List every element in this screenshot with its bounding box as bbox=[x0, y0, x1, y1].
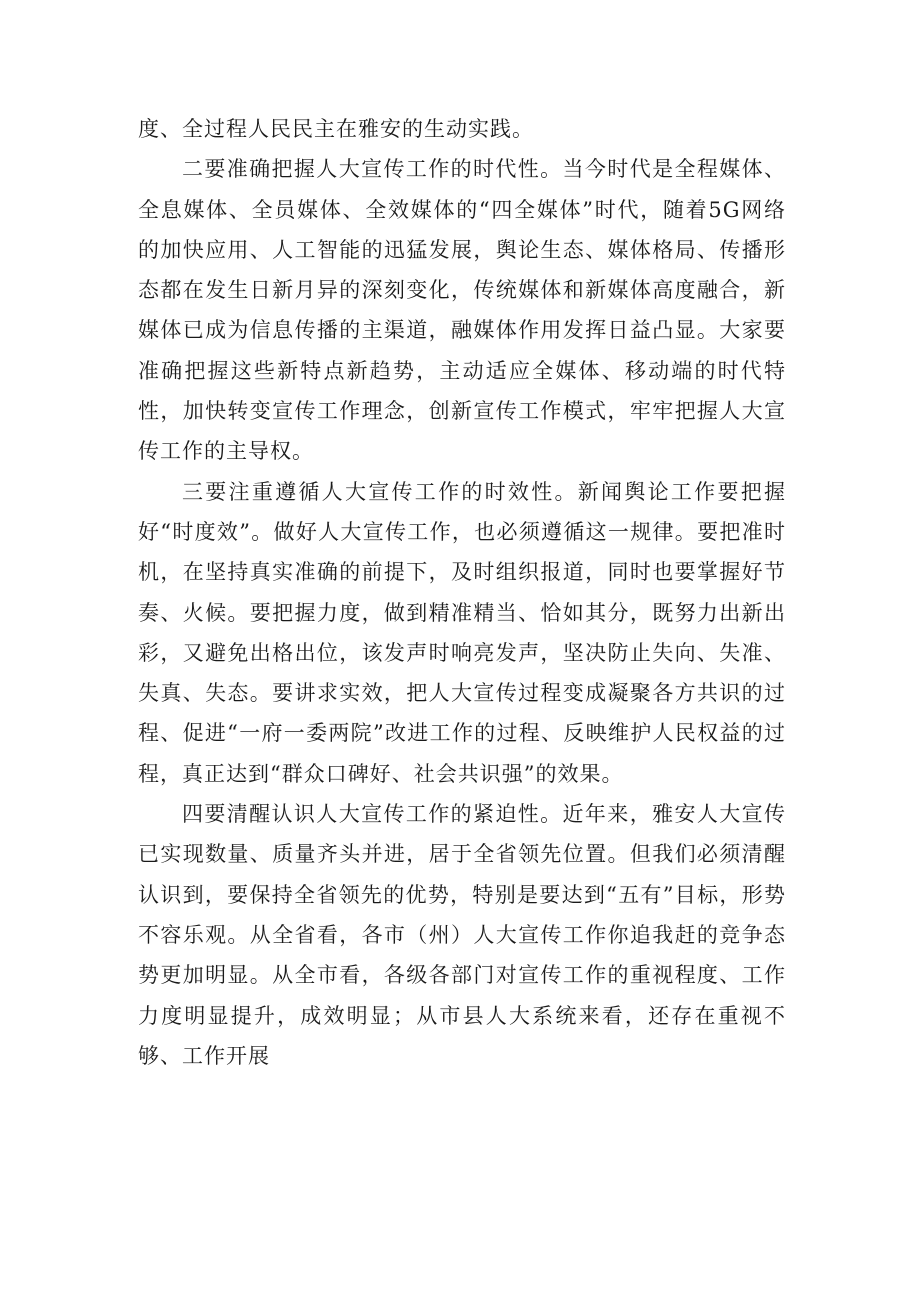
document-body bbox=[138, 109, 786, 1076]
paragraph-four: 四要清醒认识人大宣传工作的紧迫性。近年来，雅安人大宣传已实现数量、质量齐头并进，居于全省领先位置。但我们必须清醒认识到，要保持全省领先的优势，特别是要达到“五有”目标，形势不容乐观。从全省看，各市（州）人大宣传工作你追我赶的竞争态势更加明显。从全市看，各级各部门对宣传工作的重视程度、工作力度明显提升，成效明显；从市县人大系统来看，还存在重视不够、工作开展 bbox=[138, 802, 786, 1068]
paragraph-three: 三要注重遵循人大宣传工作的时效性。新闻舆论工作要把握好“时度效”。做好人大宣传工作，也必须遵循这一规律。要把准时机，在坚持真实准确的前提下，及时组织报道，同时也要掌握好节奏、火候。要把握力度，做到精准精当、恰如其分，既努力出新出彩，又避免出格出位，该发声时响亮发声，坚决防止失向、失准、失真、失态。要讲求实效，把人大宣传过程变成凝聚各方共识的过程、促进“一府一委两院”改进工作的过程、反映维护人民权益的过程，真正达到“群众口碑好、社会共识强”的效果。 bbox=[138, 479, 786, 786]
paragraph-continuation: 度、全过程人民民主在雅安的生动实践。 bbox=[138, 117, 534, 141]
paragraph-two: 二要准确把握人大宣传工作的时代性。当今时代是全程媒体、全息媒体、全员媒体、全效媒体的“四全媒体”时代，随着5G网络的加快应用、人工智能的迅猛发展，舆论生态、媒体格局、传播形态都在发生日新月异的深刻变化，传统媒体和新媒体高度融合，新媒体已成为信息传播的主渠道，融媒体作用发挥日益凸显。大家要准确把握这些新特点新趋势，主动适应全媒体、移动端的时代特性，加快转变宣传工作理念，创新宣传工作模式，牢牢把握人大宣传工作的主导权。 bbox=[138, 157, 786, 464]
